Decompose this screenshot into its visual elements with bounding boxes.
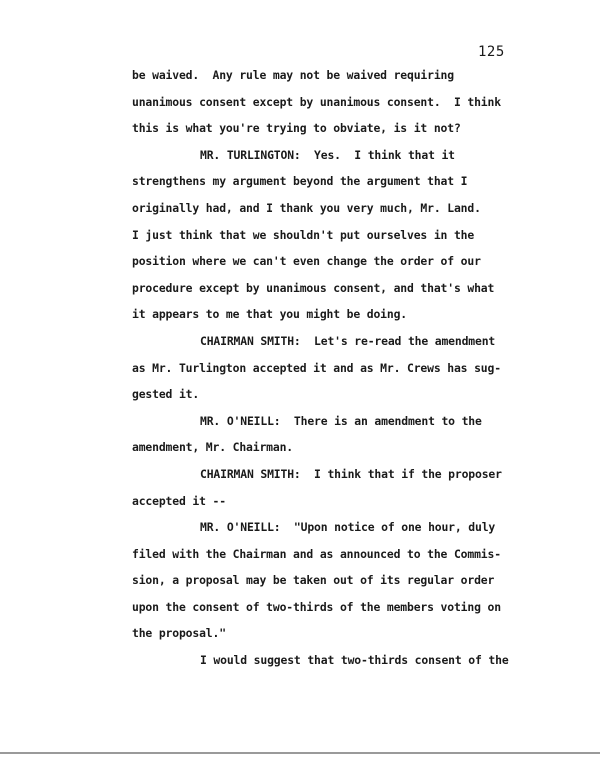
text-line: procedure except by unanimous consent, and that's what (132, 280, 495, 295)
text-line: the proposal." (132, 626, 226, 641)
text-line: MR. O'NEILL: "Upon notice of one hour, duly (200, 520, 496, 535)
text-line: as Mr. Turlington accepted it and as Mr. Crews has sug- (132, 360, 501, 375)
text-line: strengthens my argument beyond the argument that I (132, 174, 468, 189)
transcript-body (132, 62, 542, 674)
text-line: filed with the Chairman and as announced to the Commis- (132, 546, 501, 561)
text-line: be waived. Any rule may not be waived requiring (132, 68, 454, 82)
text-line: unanimous consent except by unanimous consent. I think (132, 94, 501, 109)
text-line: it appears to me that you might be doing. (132, 307, 408, 322)
text-line: gested it. (132, 387, 200, 402)
text-line: originally had, and I thank you very much, Mr. Land. (132, 200, 481, 215)
text-line: I would suggest that two-thirds consent of the (200, 653, 509, 668)
text-line: sion, a proposal may be taken out of its regular order (132, 573, 495, 588)
text-line: CHAIRMAN SMITH: I think that if the proposer (200, 466, 502, 481)
text-line: CHAIRMAN SMITH: Let's re-read the amendment (200, 333, 496, 348)
page-number: 125 (478, 44, 505, 60)
page-bottom-rule (0, 752, 600, 754)
text-line: I just think that we shouldn't put ourselves in the (132, 227, 475, 242)
text-line: position where we can't even change the order of our (132, 254, 481, 269)
text-line: accepted it -- (132, 493, 226, 508)
text-line: MR. TURLINGTON: Yes. I think that it (200, 147, 455, 162)
text-line: MR. O'NEILL: There is an amendment to the (200, 413, 482, 428)
text-line: this is what you're trying to obviate, is it not? (132, 121, 461, 136)
text-line: amendment, Mr. Chairman. (132, 440, 293, 455)
text-line: upon the consent of two-thirds of the members voting on (132, 599, 501, 614)
